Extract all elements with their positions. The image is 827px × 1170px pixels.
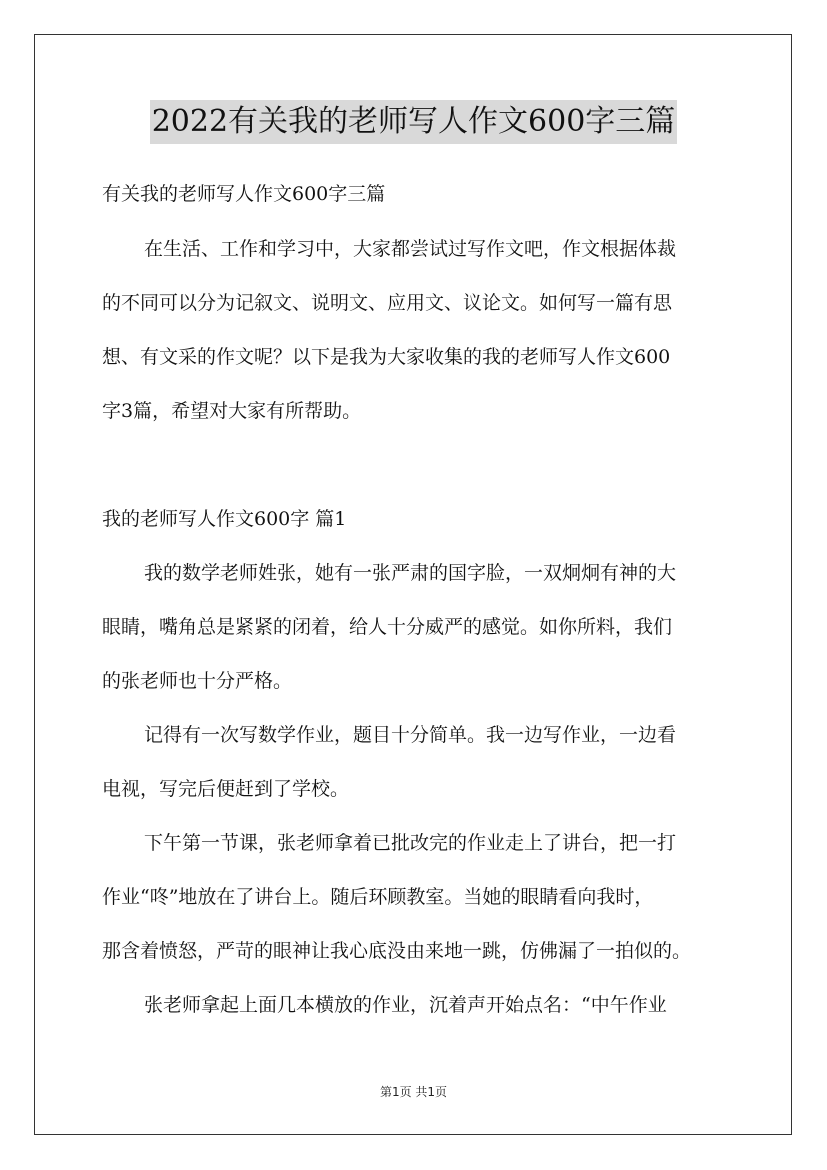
paragraph-line: 的张老师也十分严格。 [102, 670, 293, 692]
paragraph-line: 我的数学老师姓张，她有一张严肃的国字脸，一双炯炯有神的大 [144, 562, 677, 584]
paragraph-line: 记得有一次写数学作业，题目十分简单。我一边写作业，一边看 [144, 724, 677, 746]
paragraph-line: 那含着愤怒，严苛的眼神让我心底没由来地一跳，仿佛漏了一拍似的。 [102, 940, 692, 962]
document-title: 2022有关我的老师写人作文600字三篇 [150, 100, 678, 144]
paragraph-line: 字3篇，希望对大家有所帮助。 [102, 400, 362, 422]
paragraph-line: 的不同可以分为记叙文、说明文、应用文、议论文。如何写一篇有思 [102, 292, 673, 314]
page-footer: 第1页 共1页 [379, 1085, 448, 1099]
section-heading: 我的老师写人作文600字 篇1 [102, 508, 347, 530]
title-container [0, 100, 827, 144]
paragraph-line: 在生活、工作和学习中，大家都尝试过写作文吧，作文根据体裁 [144, 238, 677, 260]
paragraph-line: 想、有文采的作文呢？以下是我为大家收集的我的老师写人作文600 [102, 346, 671, 368]
paragraph-line: 电视，写完后便赶到了学校。 [102, 778, 350, 800]
paragraph-line: 张老师拿起上面几本横放的作业，沉着声开始点名：“中午作业 [144, 994, 667, 1016]
paragraph-line: 下午第一节课，张老师拿着已批改完的作业走上了讲台，把一打 [144, 832, 677, 854]
subtitle-line: 有关我的老师写人作文600字三篇 [102, 183, 386, 205]
paragraph-line: 作业“咚”地放在了讲台上。随后环顾教室。当她的眼睛看向我时， [102, 886, 654, 908]
paragraph-line: 眼睛，嘴角总是紧紧的闭着，给人十分威严的感觉。如你所料，我们 [102, 616, 673, 638]
